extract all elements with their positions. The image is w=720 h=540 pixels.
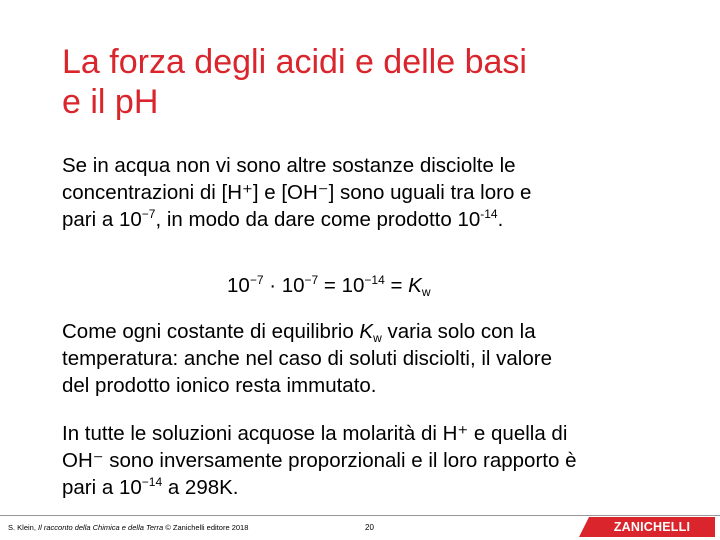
formula-exponent: −7 [249, 273, 264, 287]
kw-formula [227, 272, 431, 299]
footer-publisher: © Zanichelli editore 2018 [163, 523, 249, 532]
title-line-2: e il pH [62, 83, 159, 121]
text-fragment: , in modo da dare come prodotto 10 [155, 208, 481, 231]
formula-exponent: −14 [364, 273, 385, 287]
paragraph-line [62, 206, 662, 233]
text-fragment: a 298K. [162, 476, 239, 499]
paragraph-line: In tutte le soluzioni acquose la molarità di H⁺ e quella di [62, 422, 568, 445]
text-fragment: pari a 10 [62, 476, 142, 499]
kw-symbol: K [359, 320, 374, 343]
footer-book-title: Il racconto della Chimica e della Terra [38, 523, 164, 532]
formula-operator: = [318, 274, 342, 297]
text-fragment: pari a 10 [62, 208, 142, 231]
paragraph-line: del prodotto ionico resta immutato. [62, 374, 377, 397]
paragraph-line: OH⁻ sono inversamente proporzionali e il loro rapporto è [62, 449, 577, 472]
formula-base: 10 [341, 274, 365, 297]
text-fragment: Come ogni costante di equilibrio [62, 320, 360, 343]
text-fragment: . [497, 208, 504, 231]
paragraph-inverse-proportion [62, 420, 662, 501]
kw-subscript: w [373, 331, 382, 345]
formula-k: K [408, 274, 422, 297]
footer-author: S. Klein, [8, 523, 39, 532]
slide-title [62, 42, 682, 122]
paragraph-concentrations [62, 152, 662, 233]
title-line-1: La forza degli acidi e delle basi [62, 43, 527, 81]
paragraph-line: Se in acqua non vi sono altre sostanze disciolte le [62, 154, 516, 177]
paragraph-temperature [62, 318, 662, 399]
footer-divider [0, 515, 720, 516]
text-fragment: varia solo con la [381, 320, 536, 343]
formula-base: 10 [227, 274, 250, 297]
formula-k-subscript: w [421, 285, 431, 299]
formula-operator: · [263, 274, 282, 297]
footer-credits [8, 523, 248, 532]
exponent: -14 [480, 207, 498, 221]
paragraph-line [62, 474, 662, 501]
formula-operator: = [384, 274, 409, 297]
page-number: 20 [365, 523, 374, 532]
formula-exponent: −7 [304, 273, 319, 287]
paragraph-line [62, 318, 662, 345]
exponent: −7 [141, 207, 156, 221]
paragraph-line: concentrazioni di [H⁺] e [OH⁻] sono uguali tra loro e [62, 181, 532, 204]
formula-base: 10 [281, 274, 305, 297]
paragraph-line: temperatura: anche nel caso di soluti disciolti, il valore [62, 347, 552, 370]
exponent: −14 [141, 475, 163, 489]
zanichelli-logo: ZANICHELLI [589, 517, 715, 537]
